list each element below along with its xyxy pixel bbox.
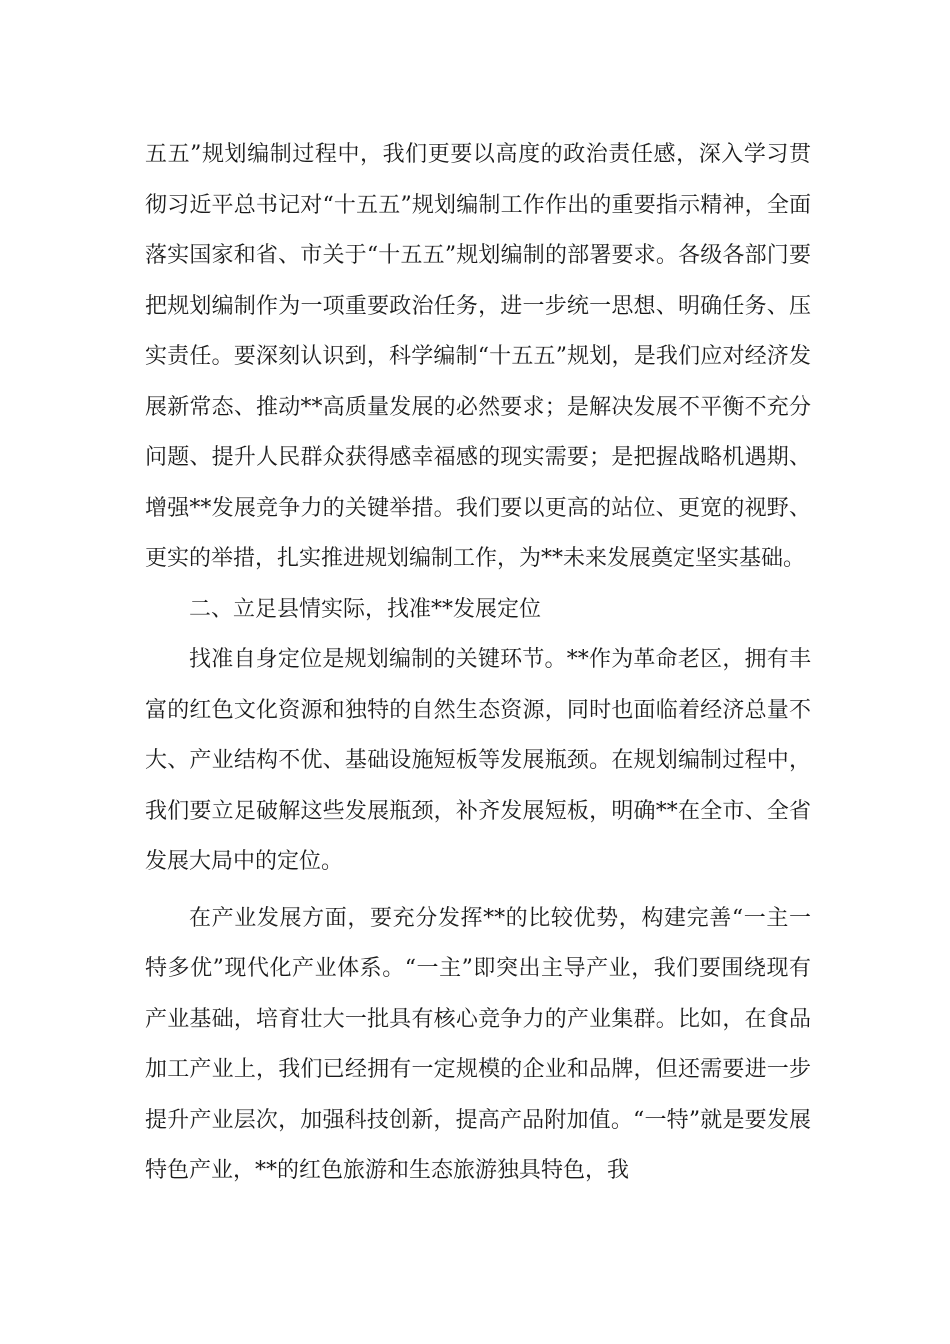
paragraph-industry: 在产业发展方面，要充分发挥**的比较优势，构建完善“一主一特多优”现代化产业体系。“一主”即突出主导产业，我们要围绕现有产业基础，培育壮大一批具有核心竞争力的产业集群。比如，在食品加工产业上，我们已经拥有一定规模的企业和品牌，但还需要进一步提升产业层次，加强科技创新，提高产品附加值。“一特”就是要发展特色产业，**的红色旅游和生态旅游独具特色，我 <box>145 905 811 1183</box>
document-body <box>145 130 811 1197</box>
paragraph-positioning: 找准自身定位是规划编制的关键环节。**作为革命老区，拥有丰富的红色文化资源和独特的自然生态资源，同时也面临着经济总量不大、产业结构不优、基础设施短板等发展瓶颈。在规划编制过程中，我们要立足破解这些发展瓶颈，补齐发展短板，明确**在全市、全省发展大局中的定位。 <box>145 647 811 874</box>
section-heading: 二、立足县情实际，找准**发展定位 <box>189 596 542 622</box>
paragraph-continuation: 五五”规划编制过程中，我们更要以高度的政治责任感，深入学习贯彻习近平总书记对“十五五”规划编制工作作出的重要指示精神，全面落实国家和省、市关于“十五五”规划编制的部署要求。各级各部门要把规划编制作为一项重要政治任务，进一步统一思想、明确任务、压实责任。要深刻认识到，科学编制“十五五”规划，是我们应对经济发展新常态、推动**高质量发展的必然要求；是解决发展不平衡不充分问题、提升人民群众获得感幸福感的现实需要；是把握战略机遇期、增强**发展竞争力的关键举措。我们要以更高的站位、更宽的视野、更实的举措，扎实推进规划编制工作，为**未来发展奠定坚实基础。 <box>145 142 811 571</box>
